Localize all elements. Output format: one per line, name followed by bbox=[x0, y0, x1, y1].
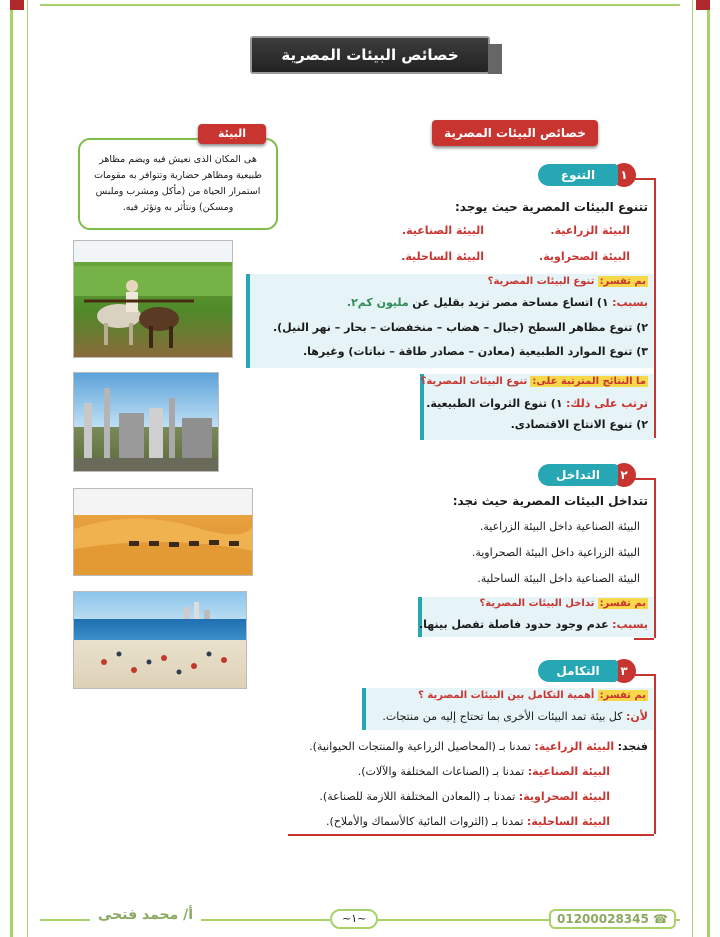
why-text: تداخل البيئات المصرية؟ bbox=[479, 598, 595, 609]
env-name: البيئة الصناعية: bbox=[527, 765, 610, 778]
env-text: تمدنا بـ (المعادن المختلفة اللازمة للصناعة). bbox=[319, 790, 516, 803]
top-border bbox=[40, 0, 680, 6]
footer-author: أ/ محمد فتحى bbox=[90, 907, 201, 923]
reason-text: كل بيئة تمد البيئات الأخرى بما تحتاج إليه من منتجات. bbox=[382, 710, 623, 723]
factory-illustration bbox=[74, 373, 219, 472]
why-prefix: بم تفسر: bbox=[599, 276, 646, 287]
section-3-tag: التكامل bbox=[538, 660, 618, 682]
s2-item: البيئة الصناعية داخل البيئة الساحلية. bbox=[477, 572, 640, 585]
s1-item: البيئة الصناعية. bbox=[401, 224, 484, 237]
s1-intro: تتنوع البيئات المصرية حيث يوجد: bbox=[454, 200, 648, 214]
section-1-tag: التنوع bbox=[538, 164, 618, 186]
s3-reason bbox=[382, 710, 648, 723]
result-label: ترتب على ذلك: bbox=[566, 397, 648, 410]
section-2-bracket bbox=[654, 478, 656, 638]
s2-item: البيئة الزراعية داخل البيئة الصحراوية. bbox=[471, 546, 640, 559]
because-label: لأن: bbox=[626, 710, 648, 723]
beach-photo bbox=[73, 591, 247, 689]
farming-photo bbox=[73, 240, 233, 358]
desert-camels-illustration bbox=[74, 489, 253, 576]
definition-title: البيئة bbox=[198, 124, 266, 144]
section-1-number: ١ bbox=[612, 163, 636, 187]
env-text: تمدنا بـ (الثروات المائية كالأسماك والأملاح). bbox=[325, 815, 524, 828]
s3-item-4 bbox=[326, 815, 610, 828]
result-text: تنوع البيئات المصرية؟ bbox=[420, 376, 528, 387]
bracket-bottom bbox=[634, 638, 654, 640]
s1-result-question bbox=[421, 376, 648, 387]
why-text: أهمية التكامل بين البيئات المصرية ؟ bbox=[418, 690, 595, 701]
env-name: البيئة الزراعية: bbox=[534, 740, 615, 753]
s2-why-question bbox=[480, 598, 649, 609]
footer bbox=[40, 909, 680, 931]
desert-photo bbox=[73, 488, 253, 576]
find-label: فنجد: bbox=[617, 740, 648, 753]
env-text: تمدنا بـ (الصناعات المختلفة والآلات). bbox=[357, 765, 525, 778]
why-prefix: بم تفسر: bbox=[599, 690, 646, 701]
reason-text: ١) اتساع مساحة مصر تزيد بقليل عن bbox=[412, 296, 609, 309]
page-title: خصائص البيئات المصرية bbox=[250, 36, 490, 74]
why-text: تنوع البيئات المصرية؟ bbox=[487, 276, 595, 287]
s3-item-3 bbox=[319, 790, 610, 803]
section-header: خصائص البيئات المصرية bbox=[432, 120, 598, 146]
s1-item: البيئة الصحراوية. bbox=[539, 250, 630, 263]
beach-crowd-illustration bbox=[74, 592, 247, 689]
bracket-bottom bbox=[288, 834, 654, 836]
reason-text: عدم وجود حدود فاصلة تفصل بينها. bbox=[418, 618, 609, 631]
because-label: بسبب: bbox=[612, 618, 648, 631]
s1-result-2: ٢) تنوع الانتاج الاقتصادى. bbox=[510, 418, 648, 431]
because-label: بسبب: bbox=[612, 296, 648, 309]
section-3-bracket bbox=[654, 674, 656, 834]
section-2-tag: التداخل bbox=[538, 464, 618, 486]
bracket-top bbox=[634, 674, 654, 676]
farmer-oxen-illustration bbox=[74, 241, 233, 358]
result-item: ١) تنوع الثروات الطبيعية. bbox=[426, 397, 563, 410]
s3-item-1 bbox=[309, 740, 648, 753]
result-prefix: ما النتائج المترتبة على: bbox=[532, 376, 646, 387]
definition-box bbox=[78, 138, 278, 230]
bracket-top bbox=[634, 478, 654, 480]
section-1-bracket bbox=[654, 178, 656, 438]
section-2-number: ٢ bbox=[612, 463, 636, 487]
s3-item-2 bbox=[358, 765, 610, 778]
env-name: البيئة الساحلية: bbox=[526, 815, 610, 828]
s1-item: البيئة الساحلية. bbox=[401, 250, 484, 263]
s2-reason bbox=[419, 618, 648, 631]
env-name: البيئة الصحراوية: bbox=[518, 790, 610, 803]
corner-decoration bbox=[10, 0, 24, 10]
why-prefix: بم تفسر: bbox=[599, 598, 646, 609]
s1-reason-3: ٣) تنوع الموارد الطبيعية (معادن – مصادر طاقة – نباتات) وغيرها. bbox=[302, 345, 648, 358]
s1-reason-1 bbox=[347, 296, 648, 309]
phone-icon: ☎ bbox=[653, 912, 668, 926]
s1-result-1 bbox=[426, 397, 648, 410]
definition-text: هى المكان الذى نعيش فيه ويضم مظاهر طبيعية ومظاهر حضارية وتتوافر به مقومات استمرار الحياة من (مأكل ومشرب وملبس ومسكن) ونتأثر به ونؤثر فيه. bbox=[94, 154, 262, 213]
s1-why-question bbox=[488, 276, 648, 287]
corner-decoration bbox=[696, 0, 710, 10]
s1-reason-2: ٢) تنوع مظاهر السطح (جبال – هضاب – منخفضات – بحار – نهر النيل). bbox=[272, 321, 648, 334]
industry-photo bbox=[73, 372, 219, 472]
s2-intro: تتداخل البيئات المصرية حيث نجد: bbox=[452, 494, 648, 508]
section-3-number: ٣ bbox=[612, 659, 636, 683]
footer-phone bbox=[549, 909, 676, 929]
bracket-top bbox=[634, 178, 654, 180]
s1-item: البيئة الزراعية. bbox=[550, 224, 630, 237]
reason-highlight: مليون كم٢. bbox=[346, 296, 409, 309]
footer-page-number: ~١~ bbox=[330, 909, 378, 929]
phone-number: 01200028345 bbox=[557, 912, 649, 926]
env-text: تمدنا بـ (المحاصيل الزراعية والمنتجات الحيوانية). bbox=[309, 740, 531, 753]
s2-item: البيئة الصناعية داخل البيئة الزراعية. bbox=[479, 520, 640, 533]
s3-why-question bbox=[418, 690, 648, 701]
